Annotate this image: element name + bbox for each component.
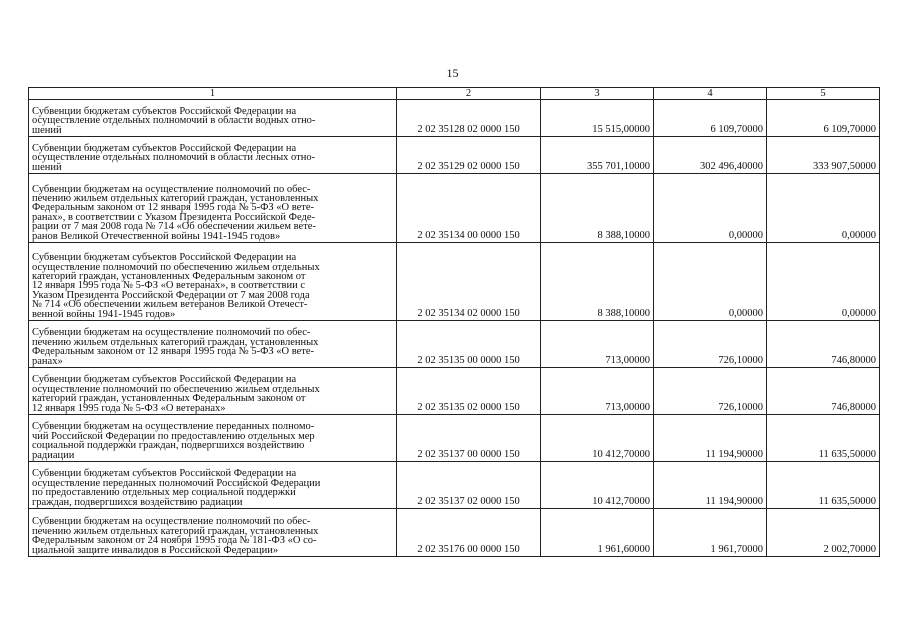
row-budget-code: 2 02 35129 02 0000 150	[397, 137, 541, 174]
table-row	[29, 368, 880, 415]
row-value-col5: 2 002,70000	[767, 509, 880, 557]
row-description: Субвенции бюджетам субъектов Российской Федерации на осуществление переданных полномочий Российской Федерации по предоставлению отдельных мер социальной поддержки граждан, подвергшихся воздействию радиации	[29, 462, 397, 509]
row-value-col3: 713,00000	[541, 321, 654, 368]
table-row	[29, 509, 880, 557]
row-value-col5: 746,80000	[767, 368, 880, 415]
row-budget-code: 2 02 35135 00 0000 150	[397, 321, 541, 368]
row-value-col3: 10 412,70000	[541, 462, 654, 509]
row-description: Субвенции бюджетам субъектов Российской Федерации на осуществление отдельных полномочий в области водных отно- шений	[29, 100, 397, 137]
row-value-col5: 746,80000	[767, 321, 880, 368]
row-value-col3: 355 701,10000	[541, 137, 654, 174]
column-header: 2	[397, 88, 541, 100]
row-description: Субвенции бюджетам на осуществление полномочий по обес- печению жильем отдельных категорий граждан, установленных Федеральным законом от 12 января 1995 года № 5-ФЗ «О вете- ранах», в соответствии с Указом Президента Российской Феде- рации от 7 мая 2008 года № 714 «Об обеспечении жильем вете- ранов Великой Отечественной войны 1941-1945 годов»	[29, 174, 397, 243]
row-value-col4: 302 496,40000	[654, 137, 767, 174]
row-budget-code: 2 02 35137 02 0000 150	[397, 462, 541, 509]
row-value-col5: 6 109,70000	[767, 100, 880, 137]
column-header: 3	[541, 88, 654, 100]
row-value-col5: 0,00000	[767, 243, 880, 321]
row-value-col3: 713,00000	[541, 368, 654, 415]
row-description: Субвенции бюджетам на осуществление полномочий по обес- печению жильем отдельных категорий граждан, установленных Федеральным законом от 12 января 1995 года № 5-ФЗ «О вете- ранах»	[29, 321, 397, 368]
column-header: 1	[29, 88, 397, 100]
row-description: Субвенции бюджетам субъектов Российской Федерации на осуществление полномочий по обеспечению жильем отдельных категорий граждан, установленных Федеральным законом от 12 января 1995 года № 5-ФЗ «О ветеранах», в соответствии с Указом Президента Российской Федерации от 7 мая 2008 года № 714 «Об обеспечении жильем ветеранов Великой Отечест- венной войны 1941-1945 годов»	[29, 243, 397, 321]
row-budget-code: 2 02 35137 00 0000 150	[397, 415, 541, 462]
table-row	[29, 100, 880, 137]
column-header: 5	[767, 88, 880, 100]
row-value-col4: 1 961,70000	[654, 509, 767, 557]
row-description: Субвенции бюджетам субъектов Российской Федерации на осуществление полномочий по обеспечению жильем отдельных категорий граждан, установленных Федеральным законом от 12 января 1995 года № 5-ФЗ «О ветеранах»	[29, 368, 397, 415]
column-header: 4	[654, 88, 767, 100]
row-value-col5: 0,00000	[767, 174, 880, 243]
row-value-col3: 1 961,60000	[541, 509, 654, 557]
table-row	[29, 137, 880, 174]
row-value-col3: 8 388,10000	[541, 174, 654, 243]
row-value-col5: 11 635,50000	[767, 462, 880, 509]
table-row	[29, 243, 880, 321]
row-value-col4: 0,00000	[654, 174, 767, 243]
row-value-col5: 11 635,50000	[767, 415, 880, 462]
row-budget-code: 2 02 35134 00 0000 150	[397, 174, 541, 243]
row-budget-code: 2 02 35176 00 0000 150	[397, 509, 541, 557]
table-row	[29, 415, 880, 462]
row-value-col4: 726,10000	[654, 321, 767, 368]
row-value-col4: 11 194,90000	[654, 462, 767, 509]
row-value-col4: 11 194,90000	[654, 415, 767, 462]
budget-table	[28, 87, 880, 557]
row-budget-code: 2 02 35134 02 0000 150	[397, 243, 541, 321]
row-description: Субвенции бюджетам на осуществление переданных полномо- чий Российской Федерации по предоставлению отдельных мер социальной поддержки граждан, подвергшихся воздействию радиации	[29, 415, 397, 462]
page-number: 15	[446, 66, 459, 80]
row-value-col4: 0,00000	[654, 243, 767, 321]
row-value-col3: 8 388,10000	[541, 243, 654, 321]
row-budget-code: 2 02 35128 02 0000 150	[397, 100, 541, 137]
table-body	[29, 88, 880, 557]
row-budget-code: 2 02 35135 02 0000 150	[397, 368, 541, 415]
row-description: Субвенции бюджетам субъектов Российской Федерации на осуществление отдельных полномочий в области лесных отно- шений	[29, 137, 397, 174]
table-row	[29, 462, 880, 509]
row-value-col5: 333 907,50000	[767, 137, 880, 174]
table-row	[29, 174, 880, 243]
column-header-row	[29, 88, 880, 100]
row-value-col4: 6 109,70000	[654, 100, 767, 137]
row-value-col4: 726,10000	[654, 368, 767, 415]
table-row	[29, 321, 880, 368]
row-value-col3: 15 515,00000	[541, 100, 654, 137]
row-value-col3: 10 412,70000	[541, 415, 654, 462]
row-description: Субвенции бюджетам на осуществление полномочий по обес- печению жильем отдельных категорий граждан, установленных Федеральным законом от 24 ноября 1995 года № 181-ФЗ «О со- циальной защите инвалидов в Российской Федерации»	[29, 509, 397, 557]
